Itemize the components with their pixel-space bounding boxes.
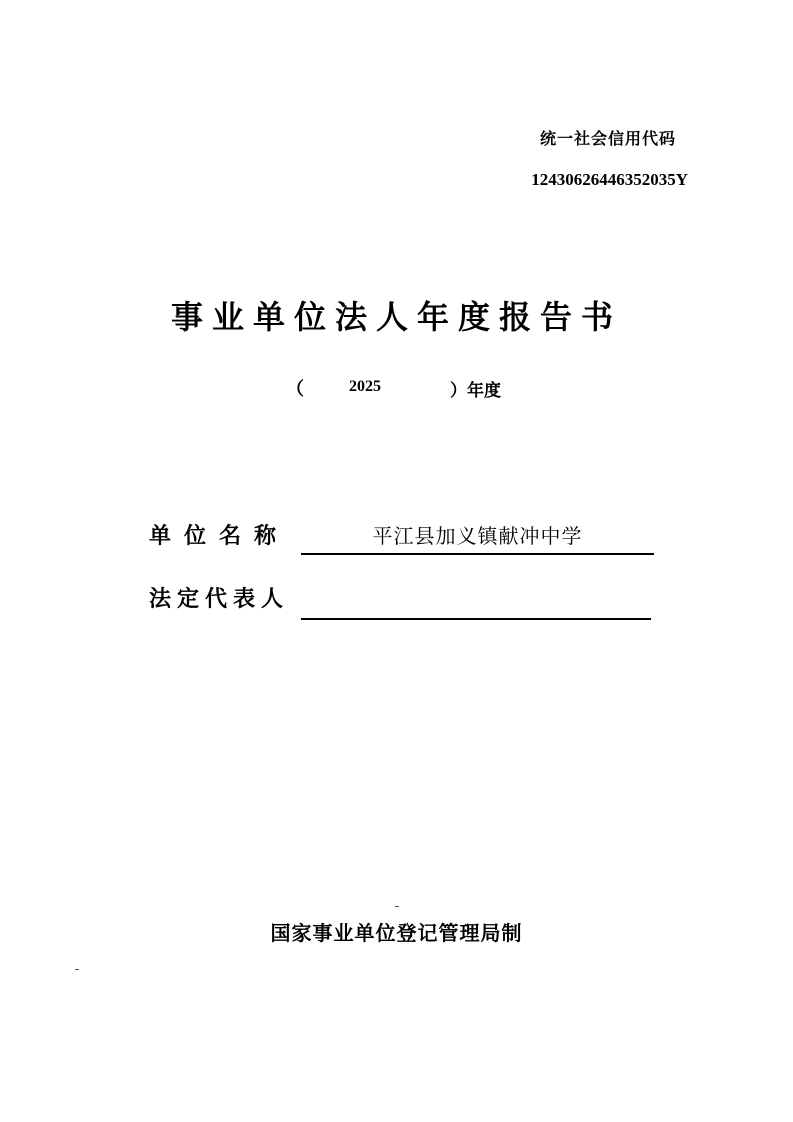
unit-name-underline	[301, 553, 654, 555]
report-year: 2025	[349, 378, 381, 395]
credit-code-label: 统一社会信用代码	[539, 129, 676, 148]
unit-name-value: 平江县加义镇献冲中学	[372, 524, 583, 548]
document-title: 事业单位法人年度报告书	[170, 298, 622, 336]
year-suffix: ）年度	[450, 381, 501, 401]
unit-name-label: 单位名称	[149, 524, 290, 549]
issuer-footer: 国家事业单位登记管理局制	[270, 921, 523, 945]
legal-rep-underline	[301, 618, 651, 620]
scan-mark	[395, 906, 399, 907]
scan-mark	[75, 969, 79, 970]
legal-rep-label: 法定代表人	[149, 587, 290, 612]
year-open-paren: （	[286, 379, 304, 400]
credit-code-value: 12430626446352035Y	[531, 170, 688, 189]
